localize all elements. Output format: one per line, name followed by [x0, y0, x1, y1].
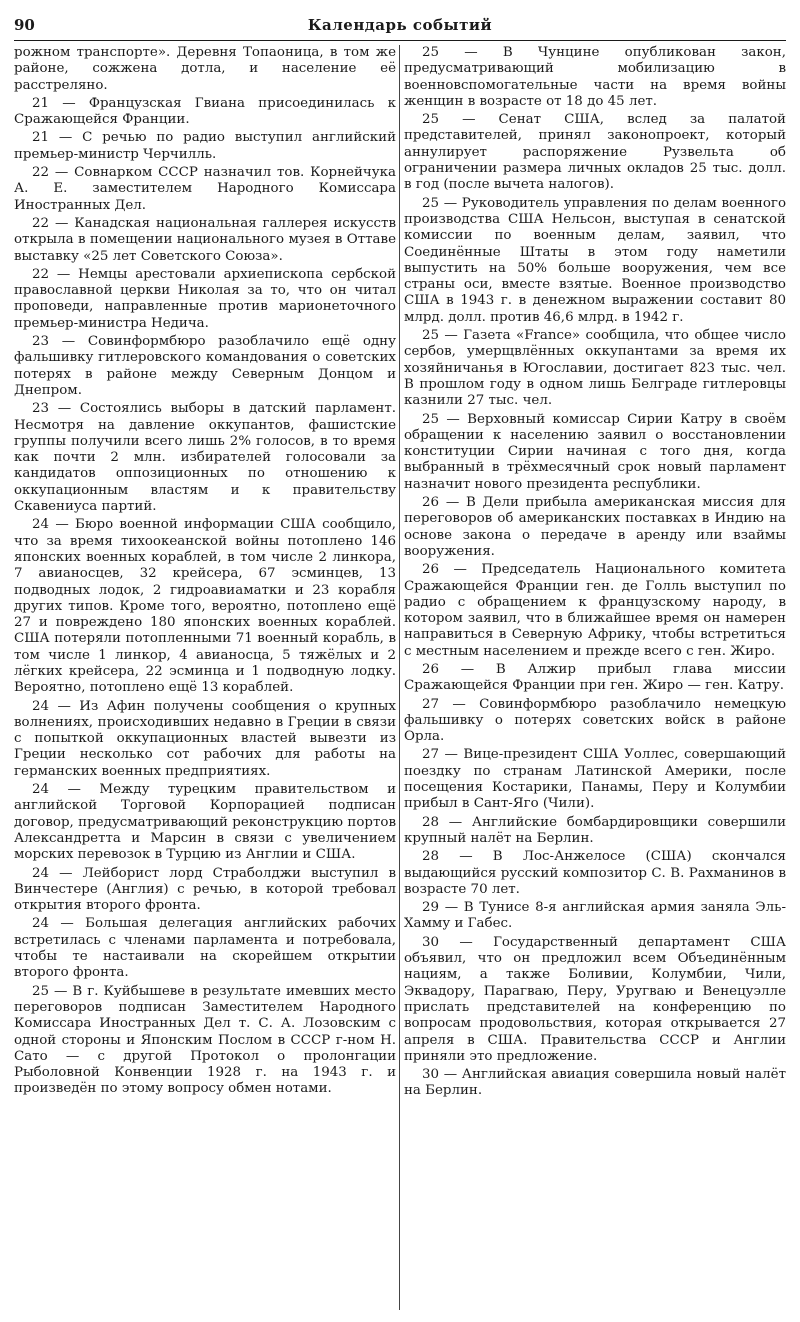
calendar-entry: 30 — Государственный департамент США объявил, что он предложил всем Объединённым нациям, а также Боливии, Колумбии, Чили, Эквадору, Парагваю, Перу, Уругваю и Венецуэлле прислать представителей на конференцию по вопросам продовольствия, которая открывается 27 апреля в США. Правительства СССР и Англии приняли это предложение.: [404, 934, 786, 1064]
calendar-entry: 22 — Канадская национальная галлерея искусств открыла в помещении национального музея в Оттаве выставку «25 лет Советского Союза».: [14, 215, 396, 264]
calendar-entry: 26 — В Алжир прибыл глава миссии Сражающейся Франции при ген. Жиро — ген. Катру.: [404, 661, 786, 694]
calendar-entry: 25 — Газета «France» сообщила, что общее число сербов, умерщвлённых оккупантами за время их хозяйничанья в Югославии, достигает 823 тыс. чел. В прошлом году в одном лишь Белграде гитлеровцы казнили 27 тыс. чел.: [404, 328, 786, 409]
calendar-entry: 27 — Совинформбюро разоблачило немецкую фальшивку о потерях советских войск в районе Орла.: [404, 696, 786, 745]
calendar-entry: 26 — Председатель Национального комитета Сражающейся Франции ген. де Голль выступил по радио с обращением к французскому народу, в котором заявил, что в ближайшее время он намерен направиться в Северную Африку, чтобы встретиться с местным населением и прежде всего с ген. Жиро.: [404, 562, 786, 659]
right-column: [404, 45, 786, 1315]
calendar-entry: 28 — Английские бомбардировщики совершили крупный налёт на Берлин.: [404, 814, 786, 846]
entry-continuation: рожном транспорте». Деревня Топаоница, в том же районе, сожжена дотла, и население её расстреляно.: [14, 45, 396, 93]
calendar-entry: 25 — В Чунцине опубликован закон, предусматривающий мобилизацию в военновспомогательные части на время войны женщин в возрасте от 18 до 45 лет.: [404, 45, 786, 109]
calendar-entry: 23 — Состоялись выборы в датский парламент. Несмотря на давление оккупантов, фашистские группы получили всего лишь 2% голосов, в то время как почти 2 млн. избирателей голосовали за кандидатов оппозиционных по отношению к оккупационным властям и к правительству Скавениуса партий.: [14, 401, 396, 515]
calendar-entry: 22 — Немцы арестовали архиепископа сербской православной церкви Николая за то, что он читал проповеди, направленные против марионеточного премьер-министра Недича.: [14, 266, 396, 331]
calendar-entry: 28 — В Лос-Анжелосе (США) скончался выдающийся русский композитор С. В. Рахманинов в возрасте 70 лет.: [404, 849, 786, 897]
calendar-entry: 24 — Бюро военной информации США сообщило, что за время тихоокеанской войны потоплено 146 японских военных кораблей, в том числе 2 линкора, 7 авианосцев, 32 крейсера, 67 эсминцев, 13 подводных лодок, 2 гидроавиаматки и 23 корабля других типов. Кроме того, вероятно, потоплено ещё 27 и повреждено 180 японских военных кораблей. США потеряли потопленными 71 военный корабль, в том числе 1 линкор, 4 авианосца, 5 тяжёлых и 2 лёгких крейсера, 22 эсминца и 1 подводную лодку. Вероятно, потоплено ещё 13 кораблей.: [14, 517, 396, 696]
calendar-entry: 26 — В Дели прибыла американская миссия для переговоров об американских поставках в Индию на основе закона о передаче в аренду или взаймы вооружения.: [404, 495, 786, 559]
calendar-entry: 24 — Большая делегация английских рабочих встретилась с членами парламента и потребовала, чтобы те настаивали на скорейшем открытии второго фронта.: [14, 916, 396, 981]
page-number: 90: [14, 16, 35, 34]
calendar-entry: 22 — Совнарком СССР назначил тов. Корнейчука А. Е. заместителем Народного Комиссара Иностранных Дел.: [14, 165, 396, 213]
calendar-entry: 27 — Вице-президент США Уоллес, совершающий поездку по странам Латинской Америки, после посещения Костарики, Панамы, Перу и Колумбии прибыл в Сант-Яго (Чили).: [404, 747, 786, 812]
calendar-entry: 25 — Сенат США, вслед за палатой представителей, принял законопроект, который аннулирует распоряжение Рузвельта об ограничении размера личных окладов 25 тыс. долл. в год (после вычета налогов).: [404, 112, 786, 193]
running-title: Календарь событий: [307, 16, 493, 34]
calendar-entry: 21 — Французская Гвиана присоединилась к Сражающейся Франции.: [14, 95, 396, 128]
calendar-entry: 29 — В Тунисе 8-я английская армия заняла Эль-Хамму и Габес.: [404, 900, 786, 932]
calendar-entry: 25 — Руководитель управления по делам военного производства США Нельсон, выступая в сенатской комиссии по военным делам, заявил, что Соединённые Штаты в этом году наметили выпустить на 50% больше вооружения, чем все страны оси, вместе взятые. Военное производство США в 1943 г. в денежном выражении составит 80 млрд. долл. против 46,6 млрд. в 1942 г.: [404, 195, 786, 325]
calendar-entry: 24 — Между турецким правительством и английской Торговой Корпорацией подписан договор, предусматривающий реконструкцию портов Александретта и Марсин в связи с увеличением морских перевозок в Турцию из Англии и США.: [14, 782, 396, 863]
calendar-entry: 24 — Лейборист лорд Страболджи выступил в Винчестере (Англия) с речью, в которой требовал открытия второго фронта.: [14, 865, 396, 914]
left-column: [14, 45, 396, 1315]
calendar-entry: 21 — С речью по радио выступил английский премьер-министр Черчилль.: [14, 130, 396, 162]
calendar-entry: 30 — Английская авиация совершила новый налёт на Берлин.: [404, 1067, 786, 1099]
calendar-entry: 25 — Верховный комиссар Сирии Катру в своём обращении к населению заявил о восстановлении конституции Сирии начиная с того дня, когда выбранный в трёхмесячный срок новый парламент назначит нового президента республики.: [404, 411, 786, 492]
calendar-entry: 25 — В г. Куйбышеве в результате имевших место переговоров подписан Заместителем Народного Комиссара Иностранных Дел т. С. А. Лозовским с одной стороны и Японским Послом в СССР г-ном Н. Сато — с другой Протокол о пролонгации Рыболовной Конвенции 1928 г. на 1943 г. и произведён по этому вопросу обмен нотами.: [14, 983, 396, 1097]
calendar-entry: 24 — Из Афин получены сообщения о крупных волнениях, происходивших недавно в Греции в связи с попыткой оккупационных властей вывезти из Греции несколько сот рабочих для работы на германских военных предприятиях.: [14, 698, 396, 779]
page-header: [14, 14, 786, 41]
calendar-entry: 23 — Совинформбюро разоблачило ещё одну фальшивку гитлеровского командования о советских потерях в районе между Северным Донцом и Днепром.: [14, 334, 396, 398]
column-divider: [399, 45, 400, 1310]
